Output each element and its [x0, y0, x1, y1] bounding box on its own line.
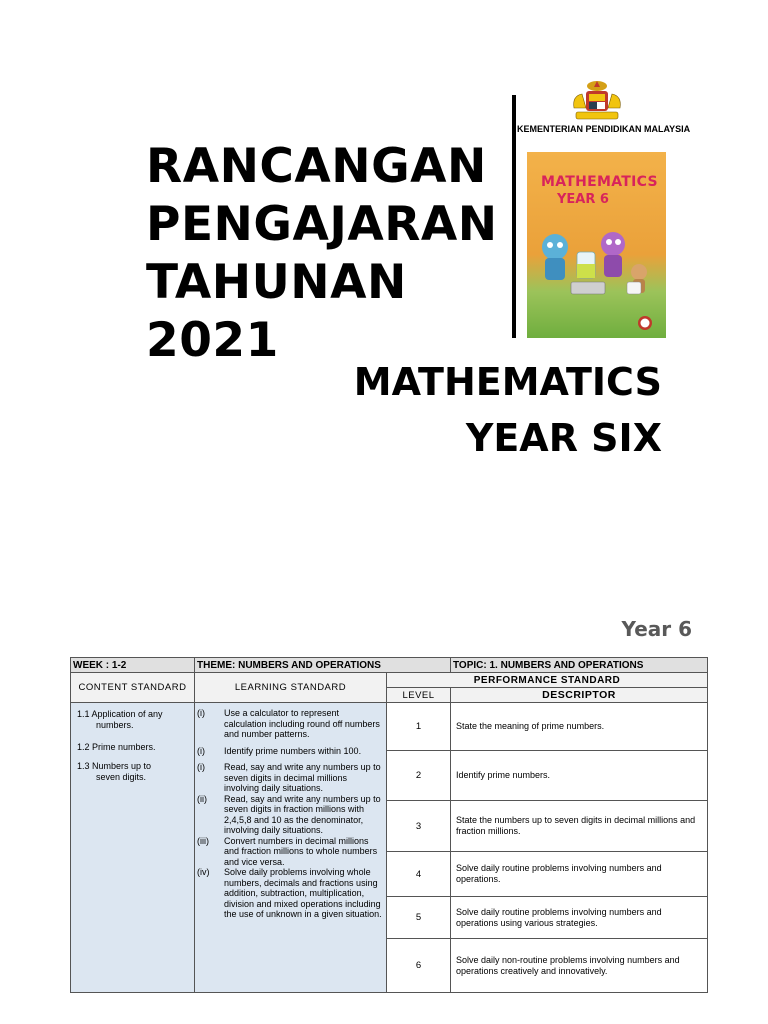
content-standard-item — [71, 703, 194, 731]
learning-standard-item — [195, 836, 386, 868]
learning-standard-item — [195, 703, 386, 740]
content-standard-text: 1.3 Numbers up to — [77, 761, 152, 771]
level-cell: 1 — [387, 703, 451, 751]
level-cell: 2 — [387, 751, 451, 801]
subject-title — [354, 354, 662, 466]
content-standard-header: CONTENT STANDARD — [71, 673, 195, 703]
learning-standard-text: Use a calculator to represent calculation including round off numbers and number patterns. — [224, 708, 380, 739]
year-label: Year 6 — [621, 617, 692, 641]
descriptor-header: DESCRIPTOR — [451, 688, 708, 703]
vertical-divider — [512, 95, 516, 338]
content-standard-text: 1.2 Prime numbers. — [77, 742, 156, 752]
content-standard-item — [71, 731, 194, 753]
content-standard-text: numbers. — [96, 720, 134, 730]
title-line: 2021 — [146, 313, 279, 368]
level-cell: 4 — [387, 852, 451, 897]
topic-cell: TOPIC: 1. NUMBERS AND OPERATIONS — [451, 658, 708, 673]
performance-standard-header: PERFORMANCE STANDARD — [387, 673, 708, 688]
level-cell: 5 — [387, 897, 451, 939]
learning-standard-text: Convert numbers in decimal millions and fraction millions to whole numbers and vice versa. — [224, 835, 378, 867]
learning-standard-number: (ii) — [197, 793, 207, 804]
learning-standard-header: LEARNING STANDARD — [195, 673, 387, 703]
learning-standard-cell — [195, 703, 387, 993]
ministry-crest-logo — [566, 78, 628, 124]
table-header-row — [71, 658, 708, 673]
book-year: YEAR 6 — [557, 192, 609, 207]
level-cell: 3 — [387, 801, 451, 852]
descriptor-cell: State the numbers up to seven digits in decimal millions and fraction millions. — [451, 801, 708, 852]
subject-line: YEAR SIX — [465, 416, 662, 460]
content-standard-cell — [71, 703, 195, 993]
theme-cell: THEME: NUMBERS AND OPERATIONS — [195, 658, 451, 673]
cover-title — [146, 138, 498, 370]
week-cell: WEEK : 1-2 — [71, 658, 195, 673]
title-line: RANCANGAN — [146, 139, 487, 194]
content-standard-text: 1.1 Application of any — [77, 709, 163, 719]
learning-standard-text: Read, say and write any numbers up to seven digits in decimal millions involving daily situations. — [224, 762, 381, 793]
ministry-name: KEMENTERIAN PENDIDIKAN MALAYSIA — [517, 124, 691, 134]
learning-standard-item — [195, 794, 386, 836]
learning-standard-text: Solve daily problems involving whole numbers, decimals and fractions using addition, subtraction, multiplication, division and mixed operations including the use of unknown in a given situation. — [224, 867, 382, 919]
learning-standard-text: Identify prime numbers within 100. — [224, 745, 362, 756]
learning-standard-number: (i) — [197, 762, 205, 772]
book-title: MATHEMATICS — [541, 174, 658, 190]
descriptor-cell: Solve daily routine problems involving numbers and operations using various strategies. — [451, 897, 708, 939]
learning-standard-item — [195, 756, 386, 794]
learning-standard-item — [195, 867, 386, 920]
title-line: PENGAJARAN — [146, 197, 498, 252]
learning-standard-text: Read, say and write any numbers up to seven digits in fraction millions with 2,4,5,8 and 10 as the denominator, involving daily situations. — [224, 793, 381, 835]
level-cell: 6 — [387, 939, 451, 993]
level-header: LEVEL — [387, 688, 451, 703]
learning-standard-number: (i) — [197, 708, 205, 718]
table-row — [71, 703, 708, 751]
descriptor-cell: Identify prime numbers. — [451, 751, 708, 801]
learning-standard-number: (i) — [197, 745, 205, 756]
descriptor-cell: Solve daily non-routine problems involving numbers and operations creatively and innovatively. — [451, 939, 708, 993]
textbook-cover-image — [527, 152, 666, 338]
table-header-row — [71, 673, 708, 688]
learning-standard-number: (iv) — [197, 867, 210, 877]
learning-standard-number: (iii) — [197, 835, 209, 846]
title-line: TAHUNAN — [146, 255, 407, 310]
descriptor-cell: State the meaning of prime numbers. — [451, 703, 708, 751]
learning-standard-item — [195, 740, 386, 757]
subject-line: MATHEMATICS — [353, 360, 662, 404]
lesson-plan-table — [70, 657, 708, 993]
descriptor-cell: Solve daily routine problems involving numbers and operations. — [451, 852, 708, 897]
content-standard-item — [71, 753, 194, 783]
content-standard-text: seven digits. — [96, 772, 147, 782]
